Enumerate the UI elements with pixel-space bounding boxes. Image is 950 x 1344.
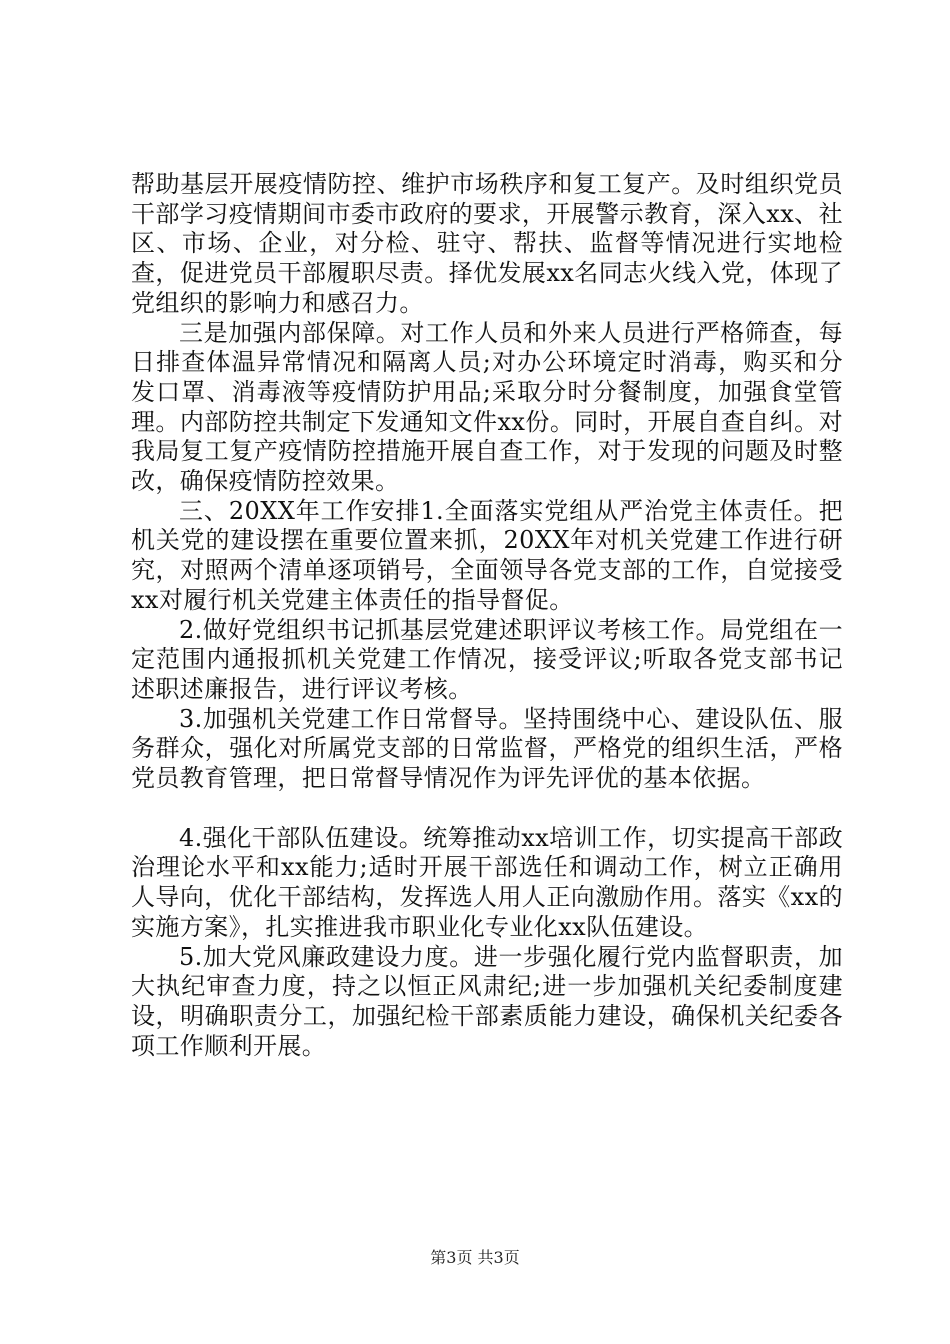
paragraph-7: 5.加大党风廉政建设力度。进一步强化履行党内监督职责，加大执纪审查力度，持之以恒正风肃纪;进一步加强机关纪委制度建设，明确职责分工，加强纪检干部素质能力建设，确保机关纪委各项工作顺利开展。 — [131, 942, 843, 1060]
paragraph-2: 三是加强内部保障。对工作人员和外来人员进行严格筛查，每日排查体温异常情况和隔离人员;对办公环境定时消毒，购买和分发口罩、消毒液等疫情防护用品;采取分时分餐制度，加强食堂管理。内部防控共制定下发通知文件xx份。同时，开展自查自纠。对我局复工复产疫情防控措施开展自查工作，对于发现的问题及时整改，确保疫情防控效果。 — [131, 318, 843, 496]
paragraph-5: 3.加强机关党建工作日常督导。坚持围绕中心、建设队伍、服务群众，强化对所属党支部的日常监督，严格党的组织生活，严格党员教育管理，把日常督导情况作为评先评优的基本依据。 — [131, 704, 843, 793]
paragraph-4: 2.做好党组织书记抓基层党建述职评议考核工作。局党组在一定范围内通报抓机关党建工作情况，接受评议;听取各党支部书记述职述廉报告，进行评议考核。 — [131, 615, 843, 703]
paragraph-6: 4.强化干部队伍建设。统筹推动xx培训工作，切实提高干部政治理论水平和xx能力;适时开展干部选任和调动工作，树立正确用人导向，优化干部结构，发挥选人用人正向激励作用。落实《xx的实施方案》，扎实推进我市职业化专业化xx队伍建设。 — [131, 823, 843, 941]
page-number-footer: 第3页 共3页 — [430, 1248, 520, 1267]
paragraph-3: 三、20XX年工作安排1.全面落实党组从严治党主体责任。把机关党的建设摆在重要位置来抓，20XX年对机关党建工作进行研究，对照两个清单逐项销号，全面领导各党支部的工作，自觉接受xx对履行机关党建主体责任的指导督促。 — [131, 496, 843, 614]
paragraph-1: 帮助基层开展疫情防控、维护市场秩序和复工复产。及时组织党员干部学习疫情期间市委市政府的要求，开展警示教育，深入xx、社区、市场、企业，对分检、驻守、帮扶、监督等情况进行实地检查，促进党员干部履职尽责。择优发展xx名同志火线入党，体现了党组织的影响力和感召力。 — [131, 170, 843, 317]
paragraph-gap — [131, 794, 843, 824]
document-body — [131, 170, 843, 1061]
